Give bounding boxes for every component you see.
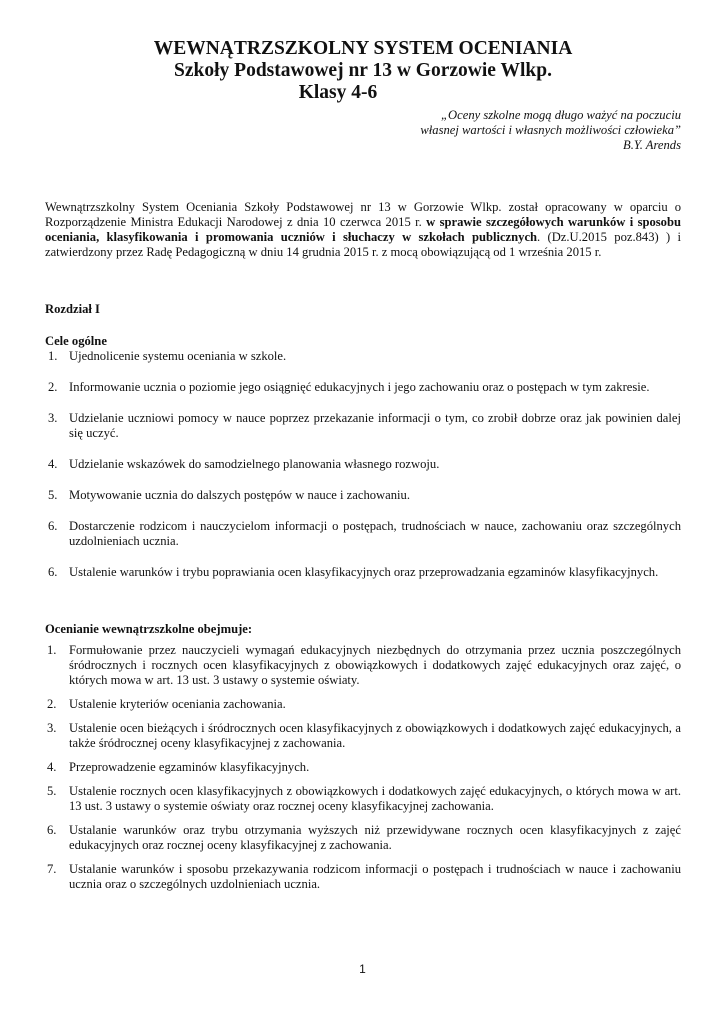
item-number: 6. [48,519,58,533]
list-item [45,760,681,775]
item-number: 6. [48,565,58,579]
item-text: Informowanie ucznia o poziomie jego osiągnięć edukacyjnych i jego zachowaniu oraz o postępach w tym zakresie. [69,380,650,394]
list-item [45,823,681,853]
item-text: Ujednolicenie systemu oceniania w szkole. [69,349,287,363]
goals-heading: Cele ogólne [45,334,107,348]
item-number: 1. [48,349,58,363]
item-number: 7. [47,862,57,876]
item-number: 4. [47,760,57,774]
title-line-1: WEWNĄTRZSZKOLNY SYSTEM OCENIANIA [153,38,573,59]
item-text: Udzielanie uczniowi pomocy w nauce poprzez przekazanie informacji o tym, co zrobił dobrze oraz jak powinien dalej się uczyć. [69,411,681,440]
item-number: 6. [47,823,57,837]
chapter-heading: Rozdział I [45,302,100,316]
title-line-2: Szkoły Podstawowej nr 13 w Gorzowie Wlkp. [174,60,552,81]
item-text: Ustalanie warunków oraz trybu otrzymania wyższych niż przewidywane rocznych ocen klasyfikacyjnych z zajęć edukacyjnych oraz rocznej oceny klasyfikacyjnej z zachowania. [69,823,681,852]
item-text: Ustalenie kryteriów oceniania zachowania. [69,697,286,711]
document-title [45,38,681,104]
item-text: Ustalenie warunków i trybu poprawiania ocen klasyfikacyjnych oraz przeprowadzania egzaminów klasyfikacyjnych. [69,565,659,579]
item-text: Motywowanie ucznia do dalszych postępów w nauce i zachowaniu. [69,488,410,502]
item-text: Ustalenie rocznych ocen klasyfikacyjnych z obowiązkowych i dodatkowych zajęć edukacyjnych, o których mowa w art. 13 ust. 3 ustawy o systemie oświaty oraz rocznej oceny klasyfikacyjnej zachowania. [69,784,681,813]
motto-line-2: własnej wartości i własnych możliwości człowieka” [420,123,681,137]
item-number: 2. [47,697,57,711]
item-text: Ustalenie ocen bieżących i śródrocznych ocen klasyfikacyjnych z obowiązkowych i dodatkowych zajęć edukacyjnych, a także śródrocznej oceny klasyfikacyjnej z zachowania. [69,721,681,750]
list-item [45,349,681,364]
item-number: 3. [47,721,57,735]
item-number: 3. [48,411,58,425]
item-text: Ustalanie warunków i sposobu przekazywania rodzicom informacji o postępach i trudnościach w nauce i zachowaniu ucznia oraz o szczególnych uzdolnieniach ucznia. [69,862,681,891]
intro-text-1: Wewnątrzszkolny System Oceniania Szkoły Podstawowej nr 13 w Gorzowie Wlkp. został opracowany w oparciu o Rozporządzenie Ministra Edukacji Narodowej z dnia 10 czerwca 2015 r. [45,200,681,229]
intro-text-2: . (Dz.U.2015 poz.843) ) i zatwierdzony przez Radę Pedagogiczną w dniu 14 grudnia 2015 r. z mocą obowiązującą od 1 września 2015 r. [45,230,681,259]
title-line-3: Klasy 4-6 [298,82,378,103]
goals-list [45,349,681,580]
item-text: Dostarczenie rodzicom i nauczycielom informacji o postępach, trudnościach w nauce, zachowaniu oraz szczególnych uzdolnieniach ucznia. [69,519,681,548]
item-number: 5. [48,488,58,502]
list-item [45,643,681,688]
intro-bold-text: w sprawie szczegółowych warunków i sposobu oceniania, klasyfikowania i promowania uczniów i słuchaczy w szkołach publicznych [45,215,681,244]
motto-line-1: „Oceny szkolne mogą długo ważyć na poczuciu [441,108,681,122]
intro-paragraph [45,200,681,260]
page-number: 1 [359,962,366,976]
list-item [45,411,681,441]
item-number: 4. [48,457,58,471]
item-text: Przeprowadzenie egzaminów klasyfikacyjnych. [69,760,310,774]
assessment-list [45,643,681,892]
item-text: Udzielanie wskazówek do samodzielnego planowania własnego rozwoju. [69,457,440,471]
list-item [45,784,681,814]
assessment-heading: Ocenianie wewnątrzszkolne obejmuje: [45,622,253,636]
list-item [45,488,681,503]
motto-quote [45,108,681,153]
list-item [45,380,681,395]
item-number: 1. [47,643,57,657]
motto-author: B.Y. Arends [623,138,681,152]
list-item [45,721,681,751]
list-item [45,565,681,580]
list-item [45,519,681,549]
item-text: Formułowanie przez nauczycieli wymagań edukacyjnych niezbędnych do otrzymania przez ucznia poszczególnych śródrocznych i rocznych ocen klasyfikacyjnych z obowiązkowych i dodatkowych zajęć edukacyjnych oraz zajęć, o których mowa w art. 13 ust. 3 ustawy o systemie oświaty. [69,643,681,687]
list-item [45,862,681,892]
list-item [45,697,681,712]
item-number: 5. [47,784,57,798]
item-number: 2. [48,380,58,394]
list-item [45,457,681,472]
